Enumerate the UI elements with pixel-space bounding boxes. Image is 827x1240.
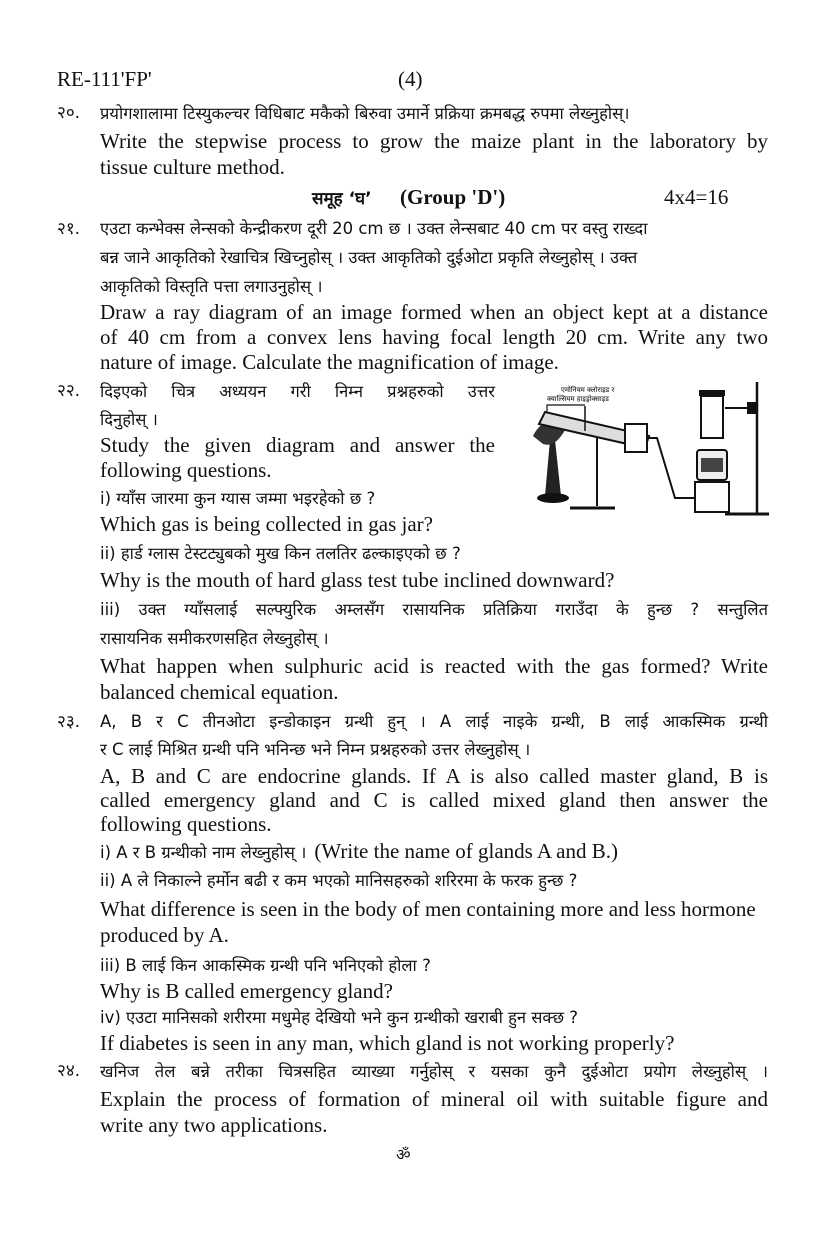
burner-base-icon (537, 493, 569, 503)
q22-nepali-line2: दिनुहोस् । (100, 410, 158, 429)
question-number-24: २४. (57, 1061, 81, 1081)
drying-tower-icon (625, 424, 647, 452)
q23-i-english: (Write the name of glands A and B.) (314, 839, 618, 863)
q22-ii-nepali: ii) हार्ड ग्लास टेस्टट्युबको मुख किन तलतिर ढल्काइएको छ ? (100, 544, 461, 563)
q22-english-line1: Study the given diagram and answer the (100, 433, 495, 457)
q24-english-line1: Explain the process of formation of mineral oil with suitable figure and (100, 1087, 768, 1111)
q22-iii-english-line2: balanced chemical equation. (100, 680, 339, 704)
q23-iv-nepali: iv) एउटा मानिसको शरीरमा मधुमेह देखियो भने कुन ग्रन्थीको खराबी हुन सक्छ ? (100, 1008, 579, 1027)
footer-ornament-icon: ॐ (396, 1145, 411, 1164)
q22-iii-nepali-line2: रासायनिक समीकरणसहित लेख्नुहोस् । (100, 629, 329, 648)
q23-ii-nepali: ii) A ले निकाल्ने हर्मोन बढी र कम भएको मानिसहरुको शरिरमा के फरक हुन्छ ? (100, 871, 578, 890)
q22-iii-english-line1: What happen when sulphuric acid is reacted with the gas formed? Write (100, 654, 768, 678)
paper-code: RE-111'FP' (57, 67, 152, 91)
q23-ii-english-line2: produced by A. (100, 923, 229, 947)
figure-rect-lime-fill (701, 458, 723, 472)
gas-jar-icon (701, 396, 723, 438)
group-marks: 4x4=16 (664, 185, 729, 209)
q23-i-nepali: i) A र B ग्रन्थीको नाम लेख्नुहोस् । (100, 843, 307, 862)
collection-flask-icon (695, 482, 729, 512)
figure-label-line2: क्याल्सियम हाइड्रोक्साइड (547, 395, 609, 403)
question-number-21: २१. (57, 219, 81, 239)
q20-nepali: प्रयोगशालामा टिस्युकल्चर विधिबाट मकैको बिरुवा उमार्ने प्रक्रिया क्रमबद्ध रुपमा लेख्नुहोस्। (100, 104, 630, 123)
q23-iv-english: If diabetes is seen in any man, which gland is not working properly? (100, 1031, 675, 1055)
q23-iii-nepali: iii) B लाई किन आकस्मिक ग्रन्थी पनि भनिएको होला ? (100, 956, 431, 975)
q23-english-line1: A, B and C are endocrine glands. If A is also called master gland, B is (100, 764, 768, 788)
q20-english-line1: Write the stepwise process to grow the maize plant in the laboratory by (100, 129, 768, 153)
q23-english-line2: called emergency gland and C is called mixed gland then answer the (100, 788, 768, 812)
question-number-22: २२. (57, 381, 81, 401)
q23-nepali-line2: र C लाई मिश्रित ग्रन्थी पनि भनिन्छ भने निम्न प्रश्नहरुको उत्तर लेख्नुहोस् । (100, 740, 531, 759)
figure-rect-clamp-boss (747, 402, 757, 414)
q23-nepali-line1: A, B र C तीनओटा इन्डोकाइन ग्रन्थी हुन् । A लाई नाइके ग्रन्थी, B लाई आकस्मिक ग्रन्थी (100, 712, 768, 731)
q24-nepali: खनिज तेल बन्ने तरीका चित्रसहित व्याख्या गर्नुहोस् र यसका कुनै दुईओटा प्रयोग लेख्नुहोस् । (100, 1062, 768, 1081)
q21-english-line3: nature of image. Calculate the magnification of image. (100, 350, 559, 374)
question-number-20: २०. (57, 103, 81, 123)
figure-label-line1: एमोनियम क्लोराइड र (561, 386, 615, 394)
q22-english-line2: following questions. (100, 458, 272, 482)
page-number: (4) (398, 67, 423, 91)
q23-i-line (100, 838, 618, 864)
q23-english-line3: following questions. (100, 812, 272, 836)
delivery-tube-icon (647, 438, 700, 498)
q24-english-line2: write any two applications. (100, 1113, 328, 1137)
q21-nepali-line3: आकृतिको विस्तृति पत्ता लगाउनुहोस् । (100, 277, 323, 296)
q22-iii-nepali-line1: iii) उक्त ग्याँसलाई सल्फ्युरिक अम्लसँग रासायनिक प्रतिक्रिया गराउँदा के हुन्छ ? सन्तुलित (100, 600, 768, 619)
q20-english-line2: tissue culture method. (100, 155, 285, 179)
figure-rect-jar-cap (699, 390, 725, 396)
q23-ii-english-line1: What difference is seen in the body of men containing more and less hormone (100, 897, 756, 921)
group-heading-english: (Group 'D') (400, 185, 506, 209)
q22-i-english: Which gas is being collected in gas jar? (100, 512, 433, 536)
q22-ii-english: Why is the mouth of hard glass test tube inclined downward? (100, 568, 615, 592)
q21-nepali-line1: एउटा कन्भेक्स लेन्सको केन्द्रीकरण दूरी 20 cm छ । उक्त लेन्सबाट 40 cm पर वस्तु राख्दा (100, 219, 648, 238)
q21-english-line2: of 40 cm from a convex lens having focal length 20 cm. Write any two (100, 325, 768, 349)
q21-nepali-line2: बन्न जाने आकृतिको रेखाचित्र खिच्नुहोस् । उक्त आकृतिको दुईओटा प्रकृति लेख्नुहोस् । उक्त (100, 248, 638, 267)
q22-i-nepali: i) ग्याँस जारमा कुन ग्यास जम्मा भइरहेको छ ? (100, 489, 376, 508)
ammonia-preparation-apparatus-figure (525, 378, 770, 518)
group-heading-nepali: समूह ‘घ’ (312, 189, 372, 209)
q22-nepali-line1: दिइएको चित्र अध्ययन गरी निम्न प्रश्नहरुको उत्तर (100, 382, 495, 401)
q21-english-line1: Draw a ray diagram of an image formed when an object kept at a distance (100, 300, 768, 324)
question-number-23: २३. (57, 712, 81, 732)
q23-iii-english: Why is B called emergency gland? (100, 979, 393, 1003)
burner-icon (545, 440, 561, 496)
